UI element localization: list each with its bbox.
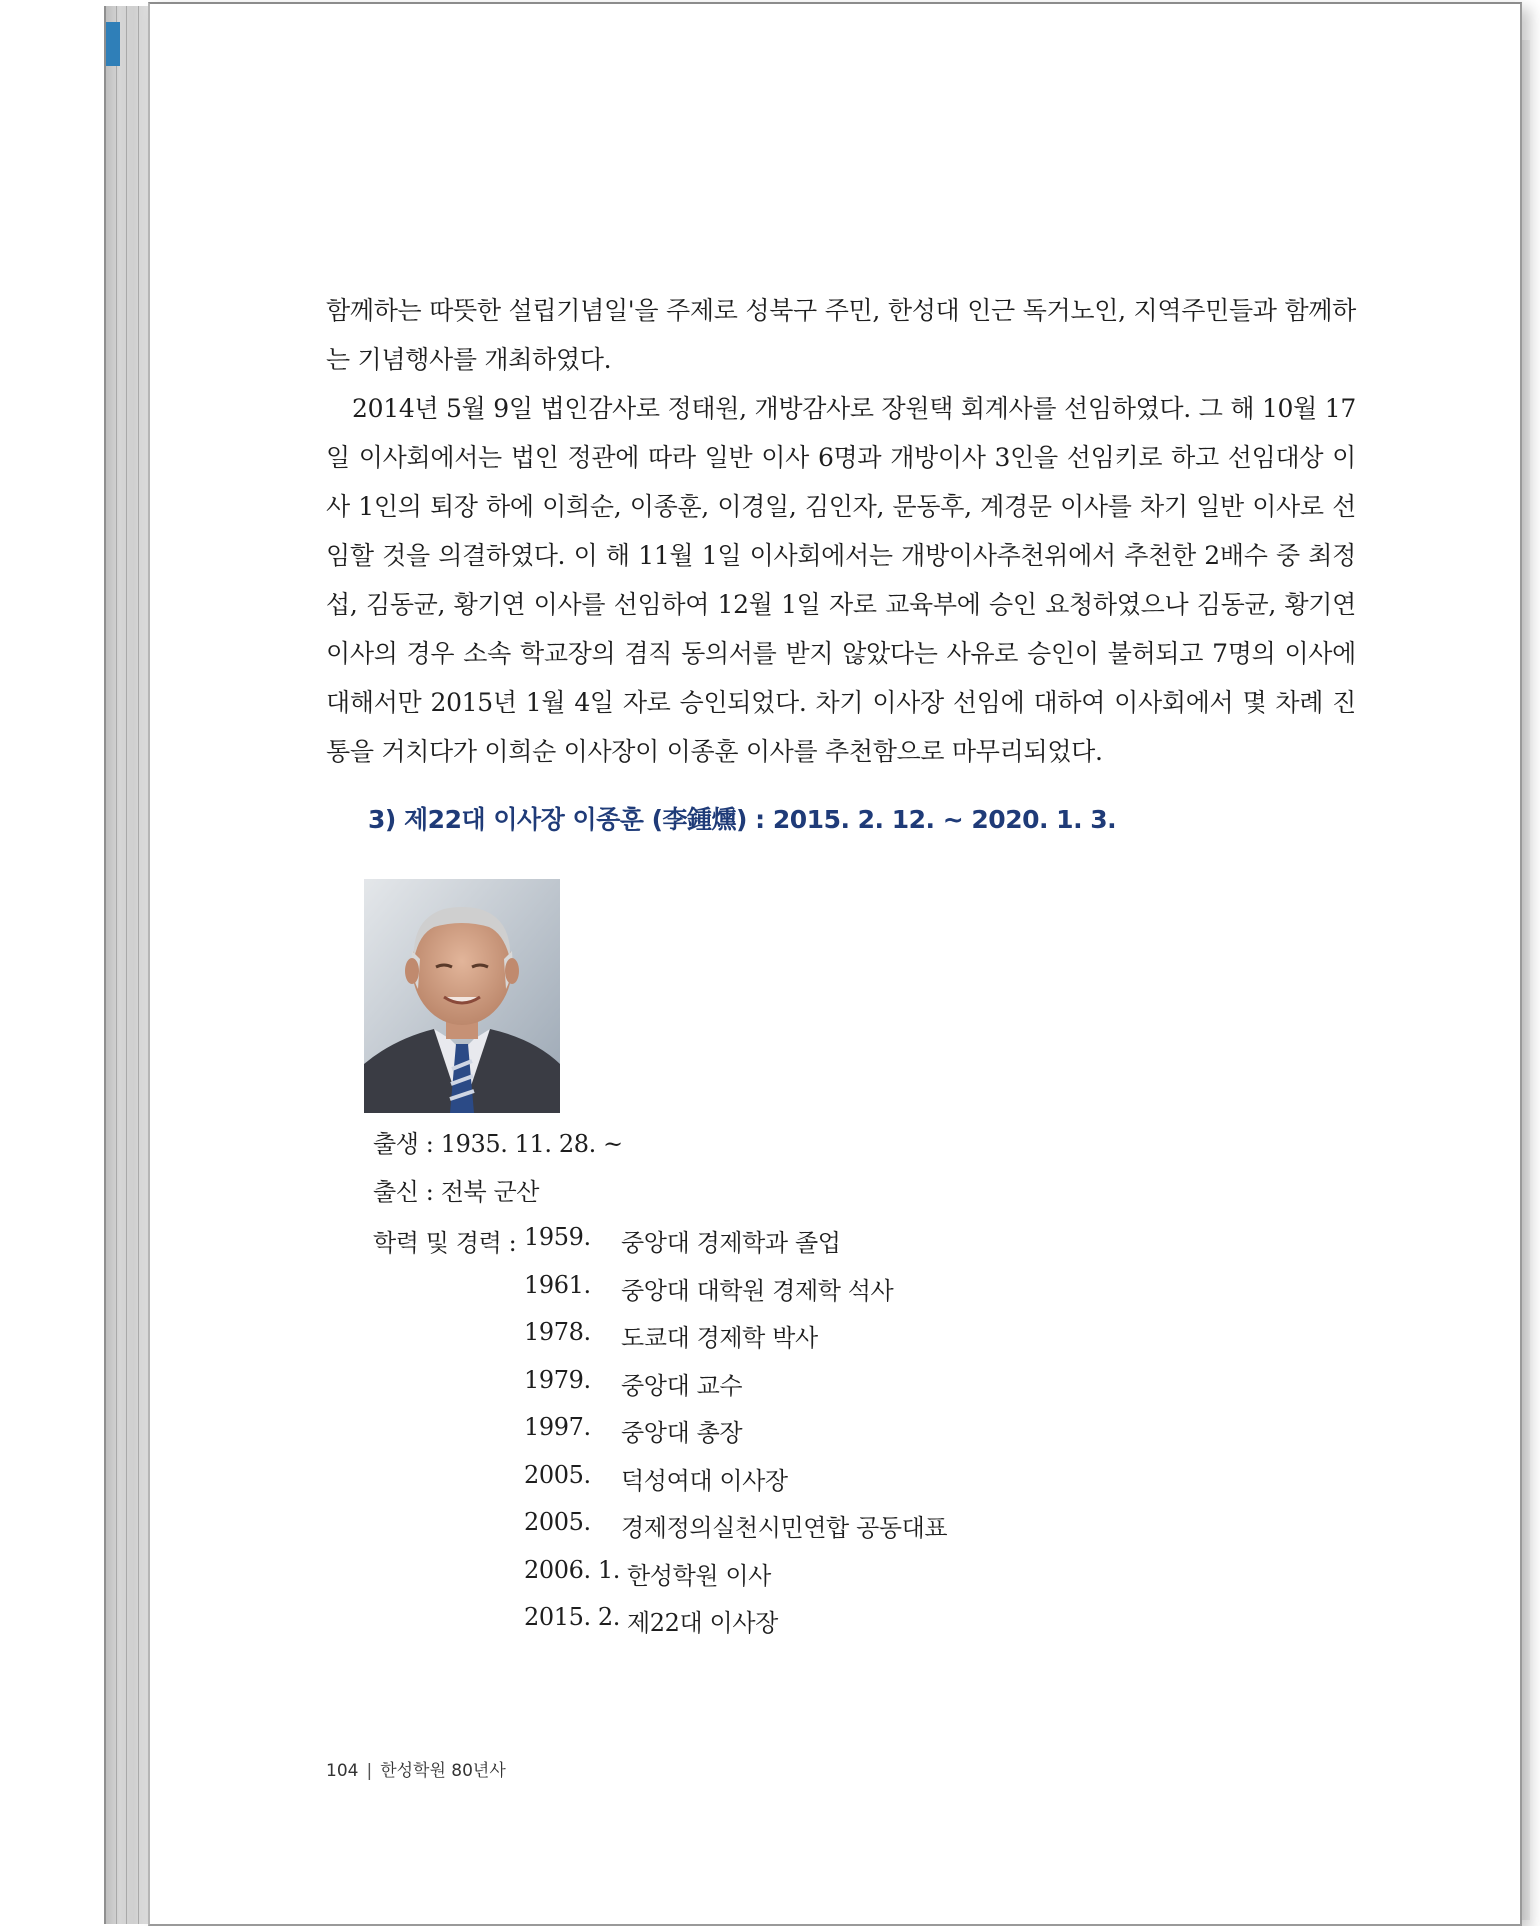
section-heading: 3) 제22대 이사장 이종훈 (李鍾燻) : 2015. 2. 12. ~ 2020. 1. 3. xyxy=(368,805,1117,834)
page-number: 104 xyxy=(326,1761,359,1781)
footer-separator: | xyxy=(366,1761,373,1781)
body-text xyxy=(326,286,1356,776)
birth-line: 출생 : 1935. 11. 28. ~ xyxy=(373,1130,623,1158)
career-year: 1978. xyxy=(524,1318,591,1346)
page-edge-line xyxy=(138,6,139,1924)
career-description: 덕성여대 이사장 xyxy=(621,1466,788,1495)
career-year: 2005. xyxy=(524,1460,591,1489)
career-year: 1959. xyxy=(524,1223,591,1251)
career-label: 학력 및 경력 : xyxy=(373,1229,517,1257)
career-description: 제22대 이사장 xyxy=(627,1609,778,1637)
career-year: 2015. 2. xyxy=(524,1603,621,1631)
career-year: 1979. xyxy=(524,1365,591,1394)
career-description: 도쿄대 경제학 박사 xyxy=(621,1324,818,1352)
career-year: 1997. xyxy=(524,1413,591,1441)
paragraph-1: 함께하는 따뜻한 설립기념일'을 주제로 성북구 주민, 한성대 인근 독거노인, 지역주민들과 함께하는 기념행사를 개최하였다. xyxy=(326,296,1356,374)
page-edge-line xyxy=(116,6,117,1924)
career-description: 한성학원 이사 xyxy=(627,1561,771,1590)
career-year: 2005. xyxy=(524,1508,591,1536)
origin-line: 출신 : 전북 군산 xyxy=(373,1178,540,1206)
career-description: 경제정의실천시민연합 공동대표 xyxy=(621,1514,948,1542)
bookmark-tab xyxy=(106,22,120,66)
career-year: 2006. 1. xyxy=(524,1555,621,1584)
page-edge-line xyxy=(126,6,127,1924)
career-description: 중앙대 대학원 경제학 석사 xyxy=(621,1276,894,1305)
career-description: 중앙대 경제학과 졸업 xyxy=(621,1229,841,1257)
book-page-edges xyxy=(104,6,152,1924)
career-description: 중앙대 총장 xyxy=(621,1419,743,1447)
portrait-photo xyxy=(364,879,560,1113)
portrait-illustration xyxy=(364,879,560,1113)
paragraph-2: 2014년 5월 9일 법인감사로 정태원, 개방감사로 장원택 회계사를 선임하였다. 그 해 10월 17일 이사회에서는 법인 정관에 따라 일반 이사 6명과 개방이사 3인을 선임키로 하고 선임대상 이사 1인의 퇴장 하에 이희순, 이종훈, 이경일, 김인자, 문동후, 계경문 이사를 차기 일반 이사로 선임할 것을 의결하였다. 이 해 11월 1일 이사회에서는 개방이사추천위에서 추천한 2배수 중 최정섭, 김동균, 황기연 이사를 선임하여 12월 1일 자로 교육부에 승인 요청하였으나 김동균, 황기연 이사의 경우 소속 학교장의 겸직 동의서를 받지 않았다는 사유로 승인이 불허되고 7명의 이사에 대해서만 2015년 1월 4일 자로 승인되었다. 차기 이사장 선임에 대하여 이사회에서 몇 차례 진통을 거치다가 이희순 이사장이 이종훈 이사를 추천함으로 마무리되었다. xyxy=(326,394,1356,766)
career-year: 1961. xyxy=(524,1270,591,1299)
career-description: 중앙대 교수 xyxy=(621,1371,743,1400)
page-footer xyxy=(326,1756,506,1781)
book-title: 한성학원 80년사 xyxy=(380,1761,506,1781)
